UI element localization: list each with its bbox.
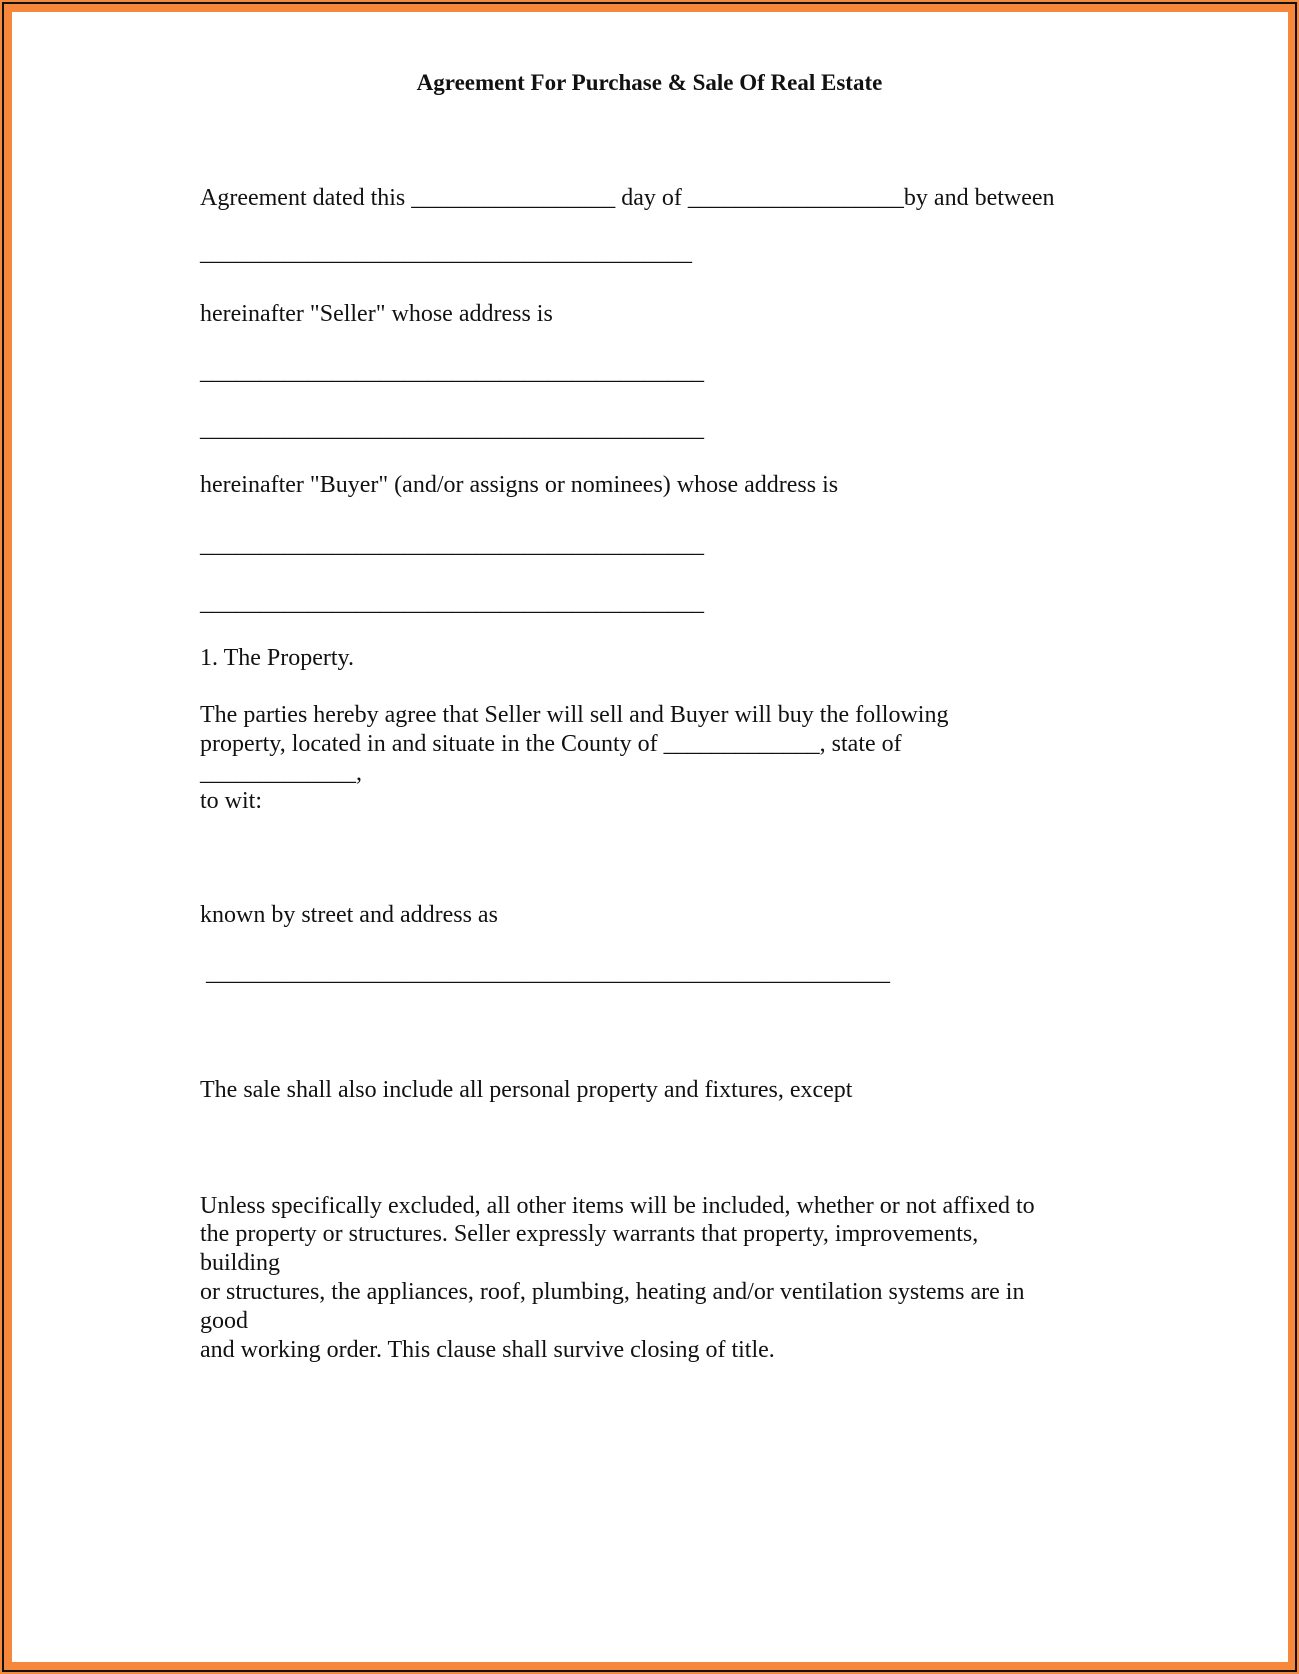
warranty-paragraph-line: building: [200, 1250, 281, 1276]
sale-inclusion-line: The sale shall also include all personal property and fixtures, except: [200, 1077, 853, 1103]
warranty-paragraph-line: Unless specifically excluded, all other items will be included, whether or not affixed to: [200, 1193, 1035, 1219]
property-paragraph-line: to wit:: [200, 788, 263, 814]
street-address-blank: _________________________________________________________: [200, 960, 890, 986]
warranty-paragraph-line: and working order. This clause shall survive closing of title.: [200, 1337, 775, 1363]
seller-address-blank-2: __________________________________________: [200, 416, 704, 442]
property-paragraph-line: _____________,: [200, 760, 362, 786]
buyer-line: hereinafter "Buyer" (and/or assigns or nominees) whose address is: [200, 472, 839, 498]
warranty-paragraph-line: or structures, the appliances, roof, plumbing, heating and/or ventilation systems are in: [200, 1279, 1025, 1305]
party-blank: _________________________________________: [200, 240, 692, 266]
seller-line: hereinafter "Seller" whose address is: [200, 301, 553, 327]
section-heading-property: 1. The Property.: [200, 645, 354, 671]
document-title: Agreement For Purchase & Sale Of Real Estate: [416, 70, 883, 95]
buyer-address-blank-1: __________________________________________: [200, 532, 704, 558]
agreement-date-line: Agreement dated this _________________ day of __________________by and between: [200, 185, 1055, 211]
warranty-paragraph-line: the property or structures. Seller expressly warrants that property, improvements,: [200, 1221, 979, 1247]
known-by-line: known by street and address as: [200, 902, 498, 928]
buyer-address-blank-2: __________________________________________: [200, 590, 704, 616]
seller-address-blank-1: __________________________________________: [200, 359, 704, 385]
warranty-paragraph-line: good: [200, 1308, 248, 1334]
property-paragraph-line: The parties hereby agree that Seller will sell and Buyer will buy the following: [200, 702, 949, 728]
property-paragraph-line: property, located in and situate in the County of _____________, state of: [200, 731, 902, 757]
